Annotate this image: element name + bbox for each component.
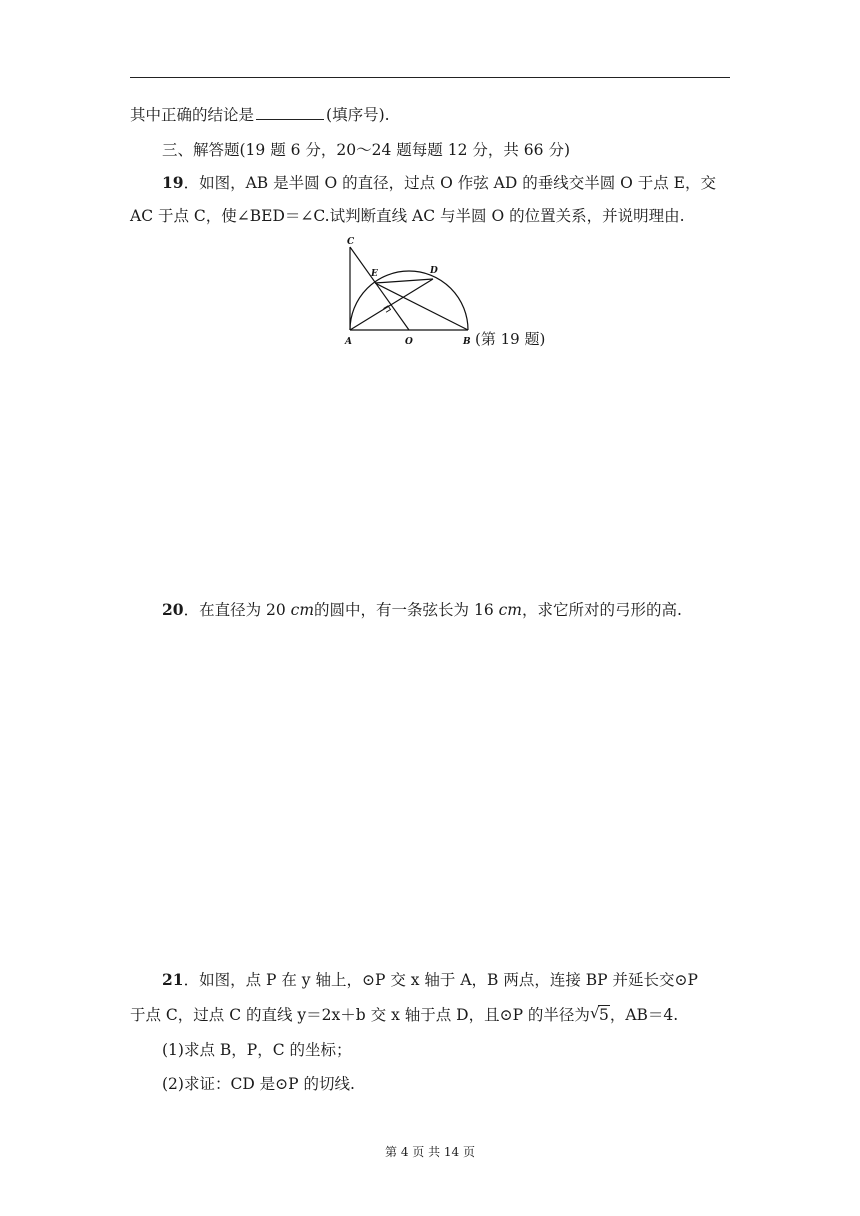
prev-text: 其中正确的结论是 (130, 106, 255, 124)
q19-text1: ．如图，AB 是半圆 O 的直径，过点 O 作弦 AD 的垂线交半圆 O 于点 E，交 (183, 174, 716, 192)
label-o: O (405, 337, 413, 347)
q21-line2 (130, 1004, 678, 1026)
q21-text1: ．如图，点 P 在 y 轴上，⊙P 交 x 轴于 A，B 两点，连接 BP 并延长交⊙P (183, 971, 698, 989)
prev-text-end: (填序号). (326, 106, 390, 124)
q21-part2: (2)求证：CD 是⊙P 的切线. (162, 1075, 355, 1093)
q20-unit1: cm (290, 601, 315, 619)
label-b: B (463, 337, 471, 347)
section-heading: 三、解答题(19 题 6 分，20～24 题每题 12 分，共 66 分) (162, 141, 570, 159)
q19-line1 (162, 172, 716, 194)
segment-ed (375, 279, 433, 283)
label-e: E (371, 269, 378, 279)
q20-unit2: cm (498, 601, 523, 619)
q21-text2b: ，AB＝4. (609, 1006, 679, 1024)
q21-line1 (162, 969, 698, 991)
q19-number: 19 (162, 173, 184, 192)
previous-question-tail (130, 104, 390, 126)
label-c: C (347, 237, 355, 247)
chord-ad (350, 279, 433, 330)
q19-figure-caption: (第 19 题) (475, 330, 546, 348)
label-a: A (345, 337, 352, 347)
answer-blank (256, 105, 324, 120)
page-footer: 第 4 页 共 14 页 (385, 1145, 475, 1159)
q21-part1: (1)求点 B，P，C 的坐标； (162, 1041, 352, 1059)
q20-text-c: ，求它所对的弓形的高. (522, 601, 682, 619)
header-rule (130, 77, 730, 78)
sqrt-radicand: 5 (598, 1006, 609, 1024)
q20-text-b: 的圆中，有一条弦长为 16 (314, 601, 499, 619)
segment-co (350, 247, 409, 330)
q19-line2: AC 于点 C，使∠BED＝∠C.试判断直线 AC 与半圆 O 的位置关系，并说明理由. (130, 207, 685, 225)
q20-line (162, 599, 682, 621)
q20-number: 20 (162, 600, 184, 619)
label-d: D (430, 266, 438, 276)
q20-text-a: ．在直径为 20 (183, 601, 291, 619)
sqrt-five: √ 5 (589, 1004, 609, 1024)
q21-number: 21 (162, 970, 184, 989)
q19-figure (340, 234, 480, 350)
q21-text2a: 于点 C，过点 C 的直线 y＝2x＋b 交 x 轴于点 D，且⊙P 的半径为 (130, 1006, 590, 1024)
